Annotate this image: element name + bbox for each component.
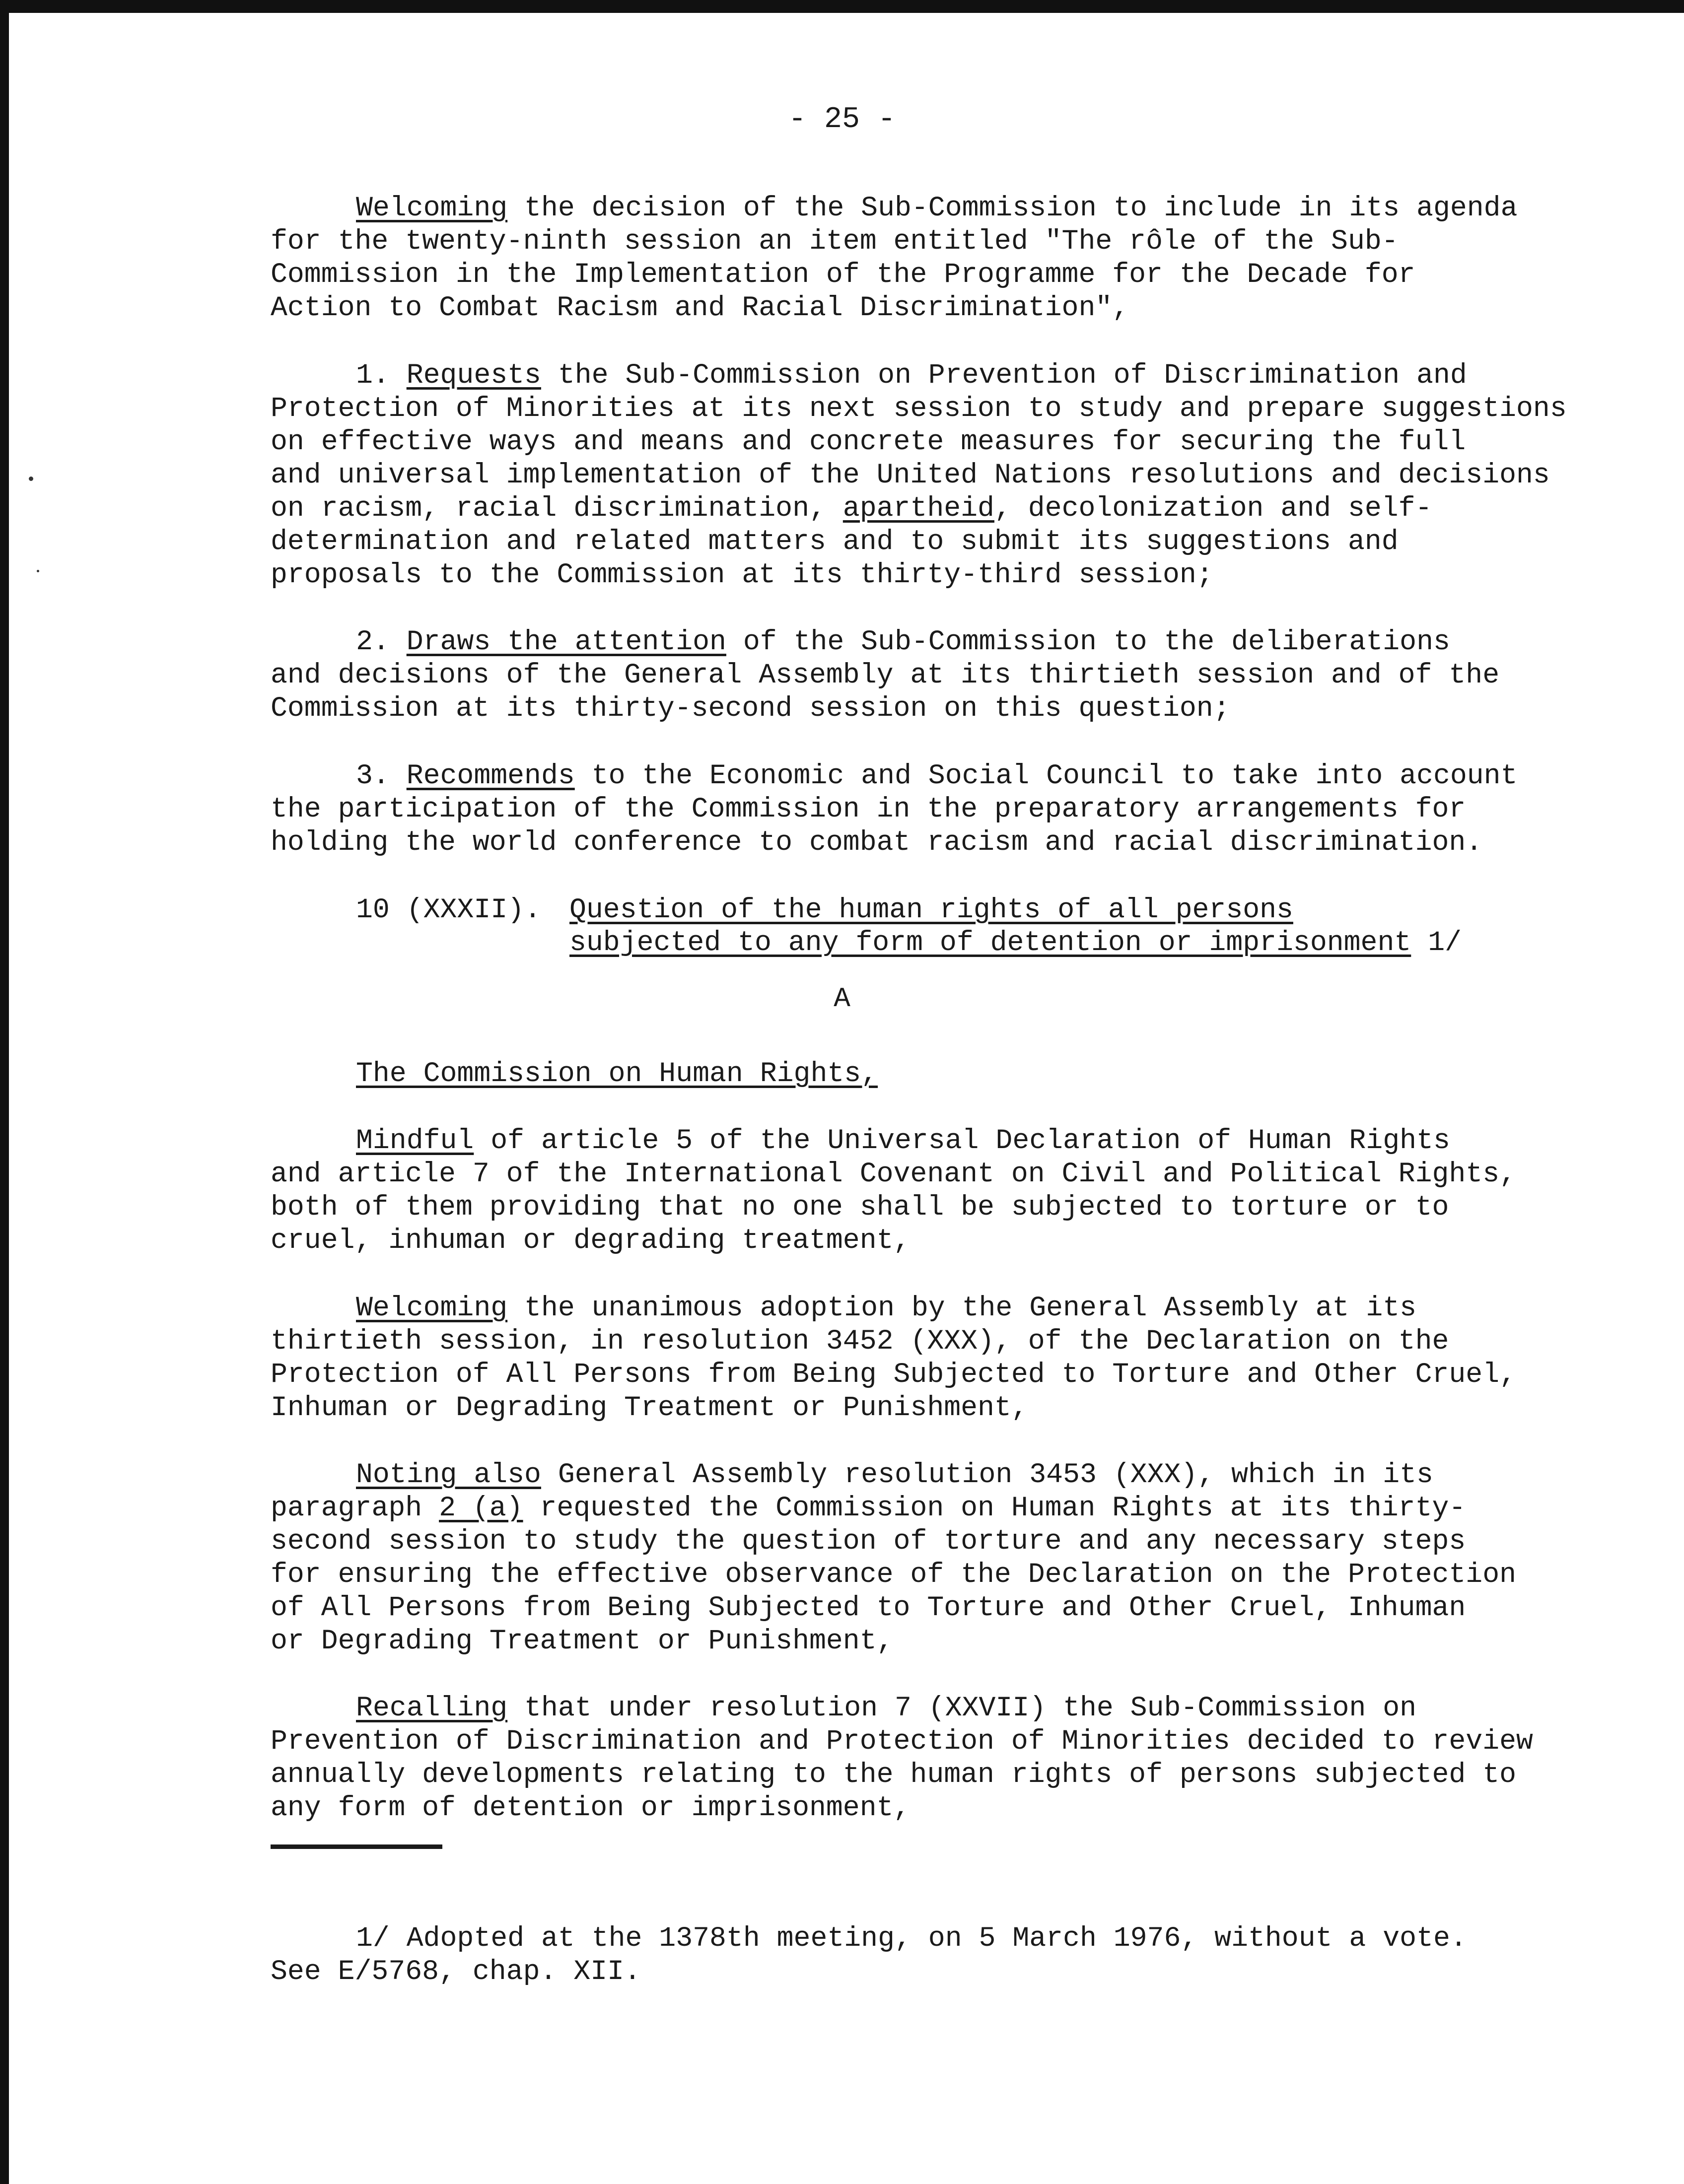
operative-keyword: Recommends [406, 760, 575, 792]
paragraph-line: determination and related matters and to submit its suggestions and [271, 526, 1399, 557]
resolution-number: 10 (XXXII). [356, 894, 541, 926]
footnote-marker: 1/ [356, 1922, 390, 1954]
paragraph-line: Commission in the Implementation of the Programme for the Decade for [271, 259, 1415, 290]
paragraph-line: second session to study the question of torture and any necessary steps [271, 1525, 1466, 1557]
paragraph-line: cruel, inhuman or degrading treatment, [271, 1225, 911, 1256]
paragraph-line: and decisions of the General Assembly at its thirtieth session and of the [271, 659, 1500, 691]
paragraph-line: Protection of Minorities at its next session to study and prepare suggestions [271, 393, 1567, 424]
paragraph-line: paragraph 2 (a) requested the Commission on Human Rights at its thirty- [271, 1492, 1466, 1524]
paragraph-reference: 2 (a) [439, 1492, 523, 1524]
paragraph-line: or Degrading Treatment or Punishment, [271, 1625, 894, 1657]
paragraph-line: Welcoming the decision of the Sub-Commission to include in its agenda [356, 192, 1518, 224]
scan-speck [29, 477, 33, 481]
paragraph-line: of All Persons from Being Subjected to Torture and Other Cruel, Inhuman [271, 1592, 1466, 1624]
paragraph-line: both of them providing that no one shall be subjected to torture or to [271, 1191, 1449, 1223]
footnote-separator [271, 1844, 442, 1849]
paragraph-line: 2. Draws the attention of the Sub-Commission to the deliberations [356, 626, 1450, 658]
scan-speck [37, 570, 39, 572]
operative-keyword: Welcoming [356, 1292, 508, 1324]
paragraph-line: and universal implementation of the United Nations resolutions and decisions [271, 459, 1550, 491]
resolution-title: subjected to any form of detention or imprisonment 1/ [569, 927, 1462, 958]
paragraph-line: any form of detention or imprisonment, [271, 1792, 911, 1824]
paragraph-line: and article 7 of the International Covenant on Civil and Political Rights, [271, 1158, 1517, 1190]
scan-border-left [0, 0, 9, 2184]
paragraph-line: the participation of the Commission in the preparatory arrangements for [271, 793, 1466, 825]
paragraph-line: Prevention of Discrimination and Protection of Minorities decided to review [271, 1725, 1533, 1757]
operative-keyword: Requests [406, 359, 541, 391]
paragraph-line: Mindful of article 5 of the Universal Declaration of Human Rights [356, 1125, 1450, 1157]
paragraph-line: on effective ways and means and concrete measures for securing the full [271, 426, 1466, 458]
paragraph-line: Commission at its thirty-second session on this question; [271, 692, 1230, 724]
emphasized-term: apartheid [842, 492, 994, 524]
footnote-line: 1/ Adopted at the 1378th meeting, on 5 March 1976, without a vote. [356, 1922, 1467, 1954]
footnote-line: See E/5768, chap. XII. [271, 1956, 641, 1987]
paragraph-number: 1. [356, 359, 407, 391]
paragraph-number: 3. [356, 760, 407, 792]
operative-keyword: Draws the attention [406, 626, 726, 658]
paragraph-line: Welcoming the unanimous adoption by the General Assembly at its [356, 1292, 1417, 1324]
paragraph-line: 1. Requests the Sub-Commission on Prevention of Discrimination and [356, 359, 1467, 391]
paragraph-line: holding the world conference to combat racism and racial discrimination. [271, 826, 1483, 858]
footnote-reference: 1/ [1428, 927, 1462, 958]
section-letter: A [834, 983, 850, 1015]
scan-border-top [0, 0, 1684, 13]
paragraph-line: for the twenty-ninth session an item entitled "The rôle of the Sub- [271, 225, 1399, 257]
page-number: - 25 - [788, 103, 896, 136]
paragraph-line: Protection of All Persons from Being Subjected to Torture and Other Cruel, [271, 1359, 1517, 1390]
operative-keyword: Mindful [356, 1125, 474, 1157]
paragraph-line: Action to Combat Racism and Racial Discrimination", [271, 292, 1129, 324]
preamble-heading: The Commission on Human Rights, [356, 1058, 878, 1090]
paragraph-line: Inhuman or Degrading Treatment or Punishment, [271, 1392, 1028, 1424]
paragraph-line: proposals to the Commission at its thirty-third session; [271, 559, 1213, 591]
paragraph-line: annually developments relating to the human rights of persons subjected to [271, 1759, 1517, 1790]
paragraph-line: 3. Recommends to the Economic and Social Council to take into account [356, 760, 1518, 792]
paragraph-line: for ensuring the effective observance of the Declaration on the Protection [271, 1559, 1517, 1590]
operative-keyword: Recalling [356, 1692, 508, 1724]
operative-keyword: Welcoming [356, 192, 508, 224]
paragraph-line: thirtieth session, in resolution 3452 (XXX), of the Declaration on the [271, 1325, 1449, 1357]
paragraph-line: Recalling that under resolution 7 (XXVII) the Sub-Commission on [356, 1692, 1417, 1724]
operative-keyword: Noting also [356, 1459, 541, 1491]
paragraph-line: on racism, racial discrimination, apartheid, decolonization and self- [271, 492, 1432, 524]
resolution-title: Question of the human rights of all persons [569, 894, 1293, 926]
paragraph-line: Noting also General Assembly resolution 3453 (XXX), which in its [356, 1459, 1433, 1491]
paragraph-number: 2. [356, 626, 407, 658]
